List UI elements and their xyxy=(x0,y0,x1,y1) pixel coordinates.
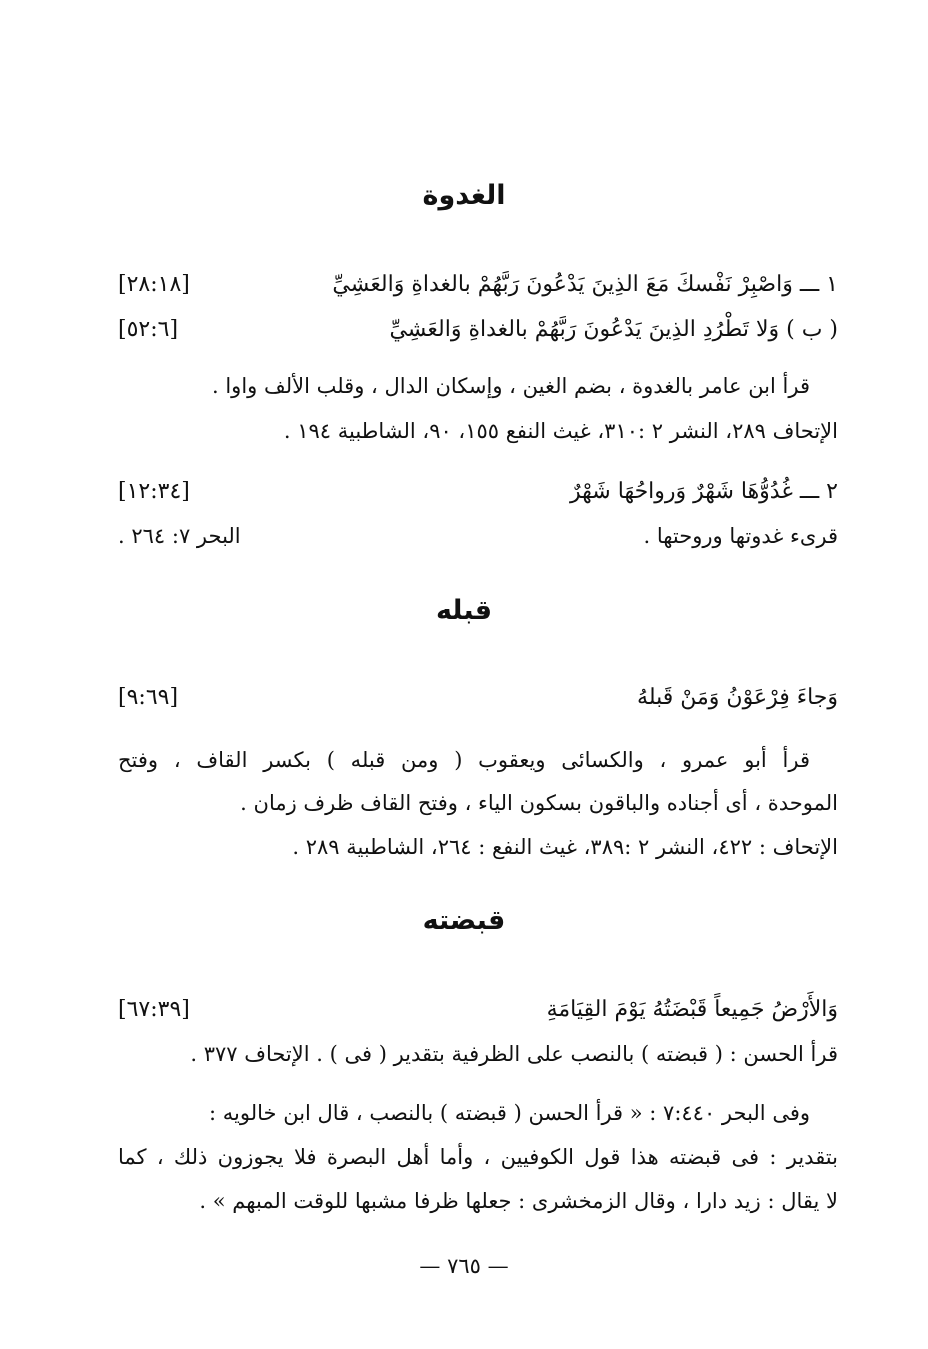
verse-text: وَجاءَ فِرْعَوْنُ وَمَنْ قَبلهُ xyxy=(637,685,838,710)
commentary-line: بتقدير : فى قبضته هذا قول الكوفيين ، وأما أهل البصرة فلا يجوزون ذلك ، كما xyxy=(118,1145,838,1169)
verse-reference: [٥٢:٦] xyxy=(118,317,179,342)
verse-reference: [٦٧:٣٩] xyxy=(118,997,190,1022)
verse-text: ( ب ) وَلا تَطْرُدِ الذِينَ يَدْعُونَ رَبَّهُمْ بالغداةِ وَالعَشِيِّ xyxy=(389,317,838,342)
quran-verse xyxy=(118,990,838,1030)
verse-text: ١ ـــ وَاصْبِرْ نَفْسكَ مَعَ الذِينَ يَدْعُونَ رَبَّهُمْ بالغداةِ وَالعَشِيِّ xyxy=(332,272,838,297)
verse-reference: [٩:٦٩] xyxy=(118,685,179,710)
commentary-line: لا يقال : زيد دارا ، وقال الزمخشرى : جعلها ظرفا مشبها للوقت المبهم » . xyxy=(199,1189,838,1213)
page-number: — ٧٦٥ — xyxy=(419,1254,509,1278)
note-reference: البحر ٧: ٢٦٤ . xyxy=(118,524,241,548)
quran-verse xyxy=(118,678,838,718)
verse-reference: [٢٨:١٨] xyxy=(118,272,190,297)
verse-reference: [١٢:٣٤] xyxy=(118,479,190,504)
source-citation: الإتحاف : ٤٢٢، النشر ٢ :٣٨٩، غيث النفع : ٢٦٤، الشاطبية ٢٨٩ . xyxy=(292,835,838,859)
reading-note xyxy=(118,518,838,554)
note-text: قرىء غدوتها وروحتها . xyxy=(643,524,838,548)
commentary-line: وفى البحر ٧:٤٤٠ : « قرأ الحسن ( قبضته ) بالنصب ، قال ابن خالويه : xyxy=(209,1101,810,1125)
reading-note: قرأ أبو عمرو ، والكسائى ويعقوب ( ومن قبله ) بكسر القاف ، وفتح xyxy=(118,748,810,772)
verse-text: ٢ ـــ غُدُوُّهَا شَهْرٌ وَرواحُهَا شَهْرٌ xyxy=(570,479,838,504)
source-citation: الإتحاف ٢٨٩، النشر ٢ :٣١٠، غيث النفع ١٥٥، ٩٠، الشاطبية ١٩٤ . xyxy=(283,419,838,443)
section-heading-qabdatuhu: قبضته xyxy=(422,905,506,936)
quran-verse xyxy=(118,265,838,305)
reading-note: قرأ الحسن : ( قبضته ) بالنصب على الظرفية بتقدير ( فى ) . الإتحاف ٣٧٧ . xyxy=(190,1042,838,1066)
section-heading-ghodwa: الغدوة xyxy=(422,180,506,211)
verse-text: وَالأَرْضُ جَمِيعاً قَبْضَتُهُ يَوْمَ القِيَامَةِ xyxy=(546,997,838,1022)
reading-note: قرأ ابن عامر بالغدوة ، بضم الغين ، وإسكان الدال ، وقلب الألف واوا . xyxy=(212,374,810,398)
reading-note: الموحدة ، أى أجناده والباقون بسكون الياء ، وفتح القاف ظرف زمان . xyxy=(240,791,838,815)
quran-verse xyxy=(118,310,838,350)
section-heading-qablahu: قبله xyxy=(435,595,493,626)
quran-verse xyxy=(118,472,838,512)
